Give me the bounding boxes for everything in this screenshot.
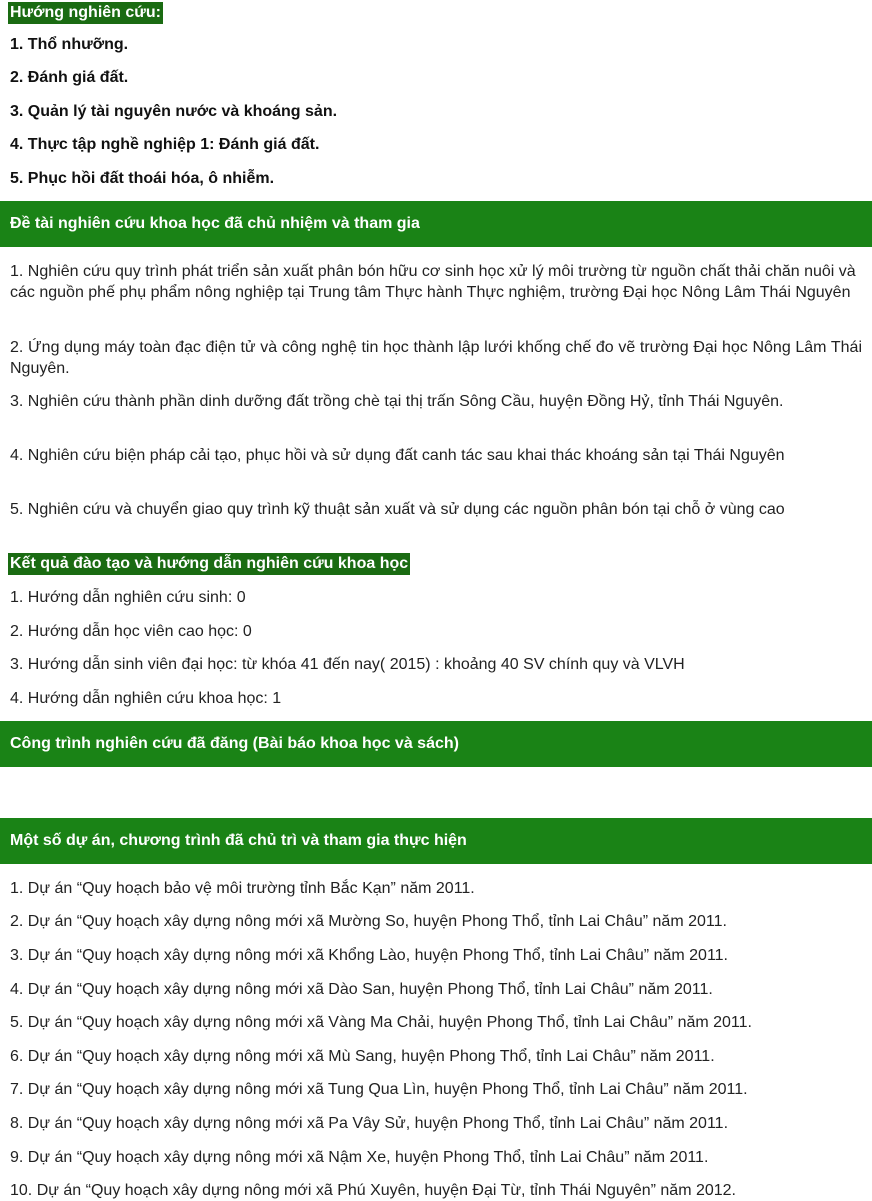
research-topics-heading: Đề tài nghiên cứu khoa học đã chủ nhiệm và tham gia [0,201,872,247]
research-directions-heading: Hướng nghiên cứu: [8,2,163,24]
research-topic-item: 2. Ứng dụng máy toàn đạc điện tử và công nghệ tin học thành lập lưới khống chế đo vẽ trường Đại học Nông Lâm Thái Nguyên. [10,339,862,377]
training-result-item: 2. Hướng dẫn học viên cao học: 0 [10,623,252,640]
training-result-item: 3. Hướng dẫn sinh viên đại học: từ khóa 41 đến nay( 2015) : khoảng 40 SV chính quy và VLVH [10,656,685,673]
training-result-item: 1. Hướng dẫn nghiên cứu sinh: 0 [10,589,246,606]
research-direction-item: 5. Phục hồi đất thoái hóa, ô nhiễm. [10,170,275,187]
research-topic-item: 5. Nghiên cứu và chuyển giao quy trình kỹ thuật sản xuất và sử dụng các nguồn phân bón tại chỗ ở vùng cao [10,501,785,518]
research-direction-item: 1. Thổ nhưỡng. [10,36,129,53]
project-item: 5. Dự án “Quy hoạch xây dựng nông mới xã Vàng Ma Chải, huyện Phong Thổ, tỉnh Lai Châu” năm 2011. [10,1014,752,1031]
publications-heading: Công trình nghiên cứu đã đăng (Bài báo khoa học và sách) [0,721,872,767]
research-topic-item: 4. Nghiên cứu biện pháp cải tạo, phục hồi và sử dụng đất canh tác sau khai thác khoáng sản tại Thái Nguyên [10,447,785,464]
project-item: 10. Dự án “Quy hoạch xây dựng nông mới xã Phú Xuyên, huyện Đại Từ, tỉnh Thái Nguyên” năm 2012. [10,1182,736,1199]
research-topic-item: 3. Nghiên cứu thành phần dinh dưỡng đất trồng chè tại thị trấn Sông Cầu, huyện Đồng Hỷ, tỉnh Thái Nguyên. [10,393,784,410]
research-direction-item: 2. Đánh giá đất. [10,69,129,86]
research-direction-item: 4. Thực tập nghề nghiệp 1: Đánh giá đất. [10,136,320,153]
project-item: 1. Dự án “Quy hoạch bảo vệ môi trường tỉnh Bắc Kạn” năm 2011. [10,880,475,897]
research-direction-item: 3. Quản lý tài nguyên nước và khoáng sản. [10,103,338,120]
training-results-heading: Kết quả đào tạo và hướng dẫn nghiên cứu khoa học [8,553,410,575]
training-result-item: 4. Hướng dẫn nghiên cứu khoa học: 1 [10,690,282,707]
project-item: 7. Dự án “Quy hoạch xây dựng nông mới xã Tung Qua Lìn, huyện Phong Thổ, tỉnh Lai Châu” năm 2011. [10,1081,748,1098]
project-item: 3. Dự án “Quy hoạch xây dựng nông mới xã Khổng Lào, huyện Phong Thổ, tỉnh Lai Châu” năm 2011. [10,947,728,964]
project-item: 9. Dự án “Quy hoạch xây dựng nông mới xã Nậm Xe, huyện Phong Thổ, tỉnh Lai Châu” năm 2011. [10,1149,709,1166]
project-item: 6. Dự án “Quy hoạch xây dựng nông mới xã Mù Sang, huyện Phong Thổ, tỉnh Lai Châu” năm 2011. [10,1048,715,1065]
research-topic-item: 1. Nghiên cứu quy trình phát triển sản xuất phân bón hữu cơ sinh học xử lý môi trường từ nguồn chất thải chăn nuôi và các nguồn phế phụ phẩm nông nghiệp tại Trung tâm Thực hành Thực nghiệm, trường Đại học Nông Lâm Thái Nguyên [10,263,856,301]
project-item: 8. Dự án “Quy hoạch xây dựng nông mới xã Pa Vây Sử, huyện Phong Thổ, tỉnh Lai Châu” năm 2011. [10,1115,729,1132]
project-item: 4. Dự án “Quy hoạch xây dựng nông mới xã Dào San, huyện Phong Thổ, tỉnh Lai Châu” năm 2011. [10,981,713,998]
projects-heading: Một số dự án, chương trình đã chủ trì và tham gia thực hiện [0,818,872,864]
project-item: 2. Dự án “Quy hoạch xây dựng nông mới xã Mường So, huyện Phong Thổ, tỉnh Lai Châu” năm 2011. [10,913,727,930]
